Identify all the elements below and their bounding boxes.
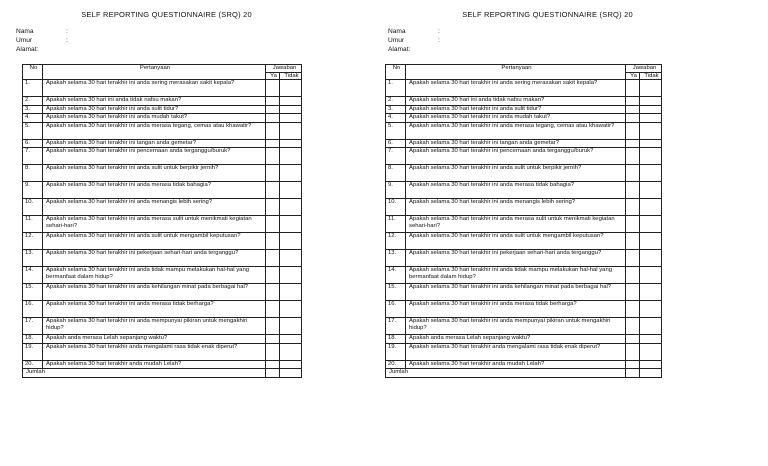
question-text: Apakah selama 30 hari terakhir ini anda sulit tidur? <box>406 105 626 114</box>
question-number: 20. <box>386 360 406 369</box>
answer-ya-cell[interactable] <box>266 335 280 344</box>
answer-tidak-cell[interactable] <box>640 284 662 301</box>
answer-tidak-cell[interactable] <box>280 216 302 233</box>
question-number: 14. <box>386 267 406 284</box>
header-no: No <box>23 65 43 80</box>
table-row <box>23 139 302 148</box>
question-number: 4. <box>23 114 43 123</box>
question-number: 9. <box>23 182 43 199</box>
question-text: Apakah selama 30 hari terakhir anda mudah Lelah? <box>43 360 266 369</box>
table-row <box>386 301 662 318</box>
field-label: Umur <box>16 37 33 45</box>
answer-tidak-cell[interactable] <box>640 165 662 182</box>
answer-tidak-cell[interactable] <box>640 301 662 318</box>
answer-tidak-cell[interactable] <box>640 139 662 148</box>
question-number: 2. <box>23 97 43 106</box>
answer-ya-cell[interactable] <box>266 148 280 165</box>
answer-tidak-cell[interactable] <box>280 284 302 301</box>
question-text: Apakah selama 30 hari terakhir ini anda mudah takut? <box>406 114 626 123</box>
answer-ya-cell[interactable] <box>266 139 280 148</box>
answer-ya-cell[interactable] <box>266 250 280 267</box>
answer-ya-cell[interactable] <box>626 105 640 114</box>
table-row <box>23 284 302 301</box>
answer-tidak-cell[interactable] <box>280 80 302 97</box>
question-number: 17. <box>386 318 406 335</box>
form-title: SELF REPORTING QUESTIONNAIRE (SRQ) 20 <box>462 10 633 19</box>
answer-ya-cell[interactable] <box>266 284 280 301</box>
question-text: Apakah selama 30 hari terakhir ini anda mempunyai pikiran untuk mengakhiri hidup? <box>406 318 626 335</box>
question-text: Apakah selama 30 hari terakhir ini anda merasa tegang, cemas atau khawatir? <box>406 122 626 139</box>
table-row <box>386 97 662 106</box>
table-row <box>386 199 662 216</box>
answer-tidak-cell[interactable] <box>640 199 662 216</box>
answer-ya-cell[interactable] <box>626 343 640 360</box>
table-row <box>386 165 662 182</box>
question-text: Apakah selama 30 hari ini anda tidak nafsu makan? <box>406 97 626 106</box>
answer-tidak-cell[interactable] <box>640 122 662 139</box>
answer-tidak-cell[interactable] <box>640 148 662 165</box>
answer-tidak-cell[interactable] <box>640 343 662 360</box>
question-number: 8. <box>23 165 43 182</box>
header-ya: Ya <box>626 72 640 80</box>
question-number: 4. <box>386 114 406 123</box>
table-row <box>386 343 662 360</box>
answer-tidak-cell[interactable] <box>640 233 662 250</box>
header-answer: Jawaban <box>626 65 662 73</box>
answer-ya-cell[interactable] <box>626 250 640 267</box>
field-label: Nama <box>388 28 406 35</box>
answer-ya-cell[interactable] <box>626 182 640 199</box>
answer-tidak-cell[interactable] <box>280 301 302 318</box>
table-row <box>23 199 302 216</box>
field-label: Nama <box>16 28 34 35</box>
answer-tidak-cell[interactable] <box>280 267 302 284</box>
table-row <box>23 97 302 106</box>
answer-tidak-cell[interactable] <box>640 250 662 267</box>
table-row <box>386 284 662 301</box>
answer-tidak-cell[interactable] <box>280 360 302 369</box>
respondent-info <box>388 27 440 55</box>
header-question: Pertanyaan <box>43 65 266 80</box>
answer-ya-cell[interactable] <box>626 114 640 123</box>
total-tidak-cell[interactable] <box>280 369 302 378</box>
question-text: Apakah selama 30 hari terakhir ini anda sering merasakan sakit kepala? <box>406 80 626 97</box>
header-question: Pertanyaan <box>406 65 626 80</box>
question-number: 13. <box>386 250 406 267</box>
question-number: 3. <box>23 105 43 114</box>
question-text: Apakah anda merasa Lelah sepanjang waktu? <box>43 335 266 344</box>
answer-tidak-cell[interactable] <box>640 80 662 97</box>
question-text: Apakah selama 30 hari terakhir anda mengalami rasa tidak enak diperut? <box>406 343 626 360</box>
header-ya: Ya <box>266 72 280 80</box>
answer-tidak-cell[interactable] <box>280 318 302 335</box>
total-label: Jumlah <box>386 369 626 378</box>
question-text: Apakah selama 30 hari terakhir ini anda merasa tidak bahagia? <box>406 182 626 199</box>
question-number: 15. <box>23 284 43 301</box>
answer-tidak-cell[interactable] <box>280 199 302 216</box>
total-label: Jumlah <box>23 369 266 378</box>
question-number: 10. <box>386 199 406 216</box>
field-alamat <box>388 45 440 54</box>
question-number: 18. <box>23 335 43 344</box>
table-row <box>386 360 662 369</box>
question-text: Apakah selama 30 hari terakhir ini anda menangis lebih sering? <box>43 199 266 216</box>
field-label: Alamat: <box>16 46 39 54</box>
answer-ya-cell[interactable] <box>626 360 640 369</box>
question-number: 8. <box>386 165 406 182</box>
table-row <box>23 80 302 97</box>
field-umur <box>388 36 440 45</box>
table-row <box>23 335 302 344</box>
answer-ya-cell[interactable] <box>626 216 640 233</box>
table-row <box>23 216 302 233</box>
question-text: Apakah selama 30 hari terakhir ini anda sulit tidur? <box>43 105 266 114</box>
answer-ya-cell[interactable] <box>266 97 280 106</box>
table-row <box>386 105 662 114</box>
header-answer: Jawaban <box>266 65 302 73</box>
question-text: Apakah selama 30 hari terakhir ini anda sering merasakan sakit kepala? <box>43 80 266 97</box>
answer-ya-cell[interactable] <box>266 122 280 139</box>
question-number: 6. <box>23 139 43 148</box>
answer-tidak-cell[interactable] <box>280 182 302 199</box>
table-row <box>386 233 662 250</box>
answer-tidak-cell[interactable] <box>640 335 662 344</box>
question-number: 7. <box>386 148 406 165</box>
answer-tidak-cell[interactable] <box>280 139 302 148</box>
answer-ya-cell[interactable] <box>266 105 280 114</box>
question-text: Apakah selama 30 hari terakhir ini tangan anda gemetar? <box>43 139 266 148</box>
table-row <box>386 216 662 233</box>
table-row <box>386 114 662 123</box>
question-text: Apakah selama 30 hari terakhir ini anda kehilangan minat pada berbagai hal? <box>406 284 626 301</box>
question-number: 3. <box>386 105 406 114</box>
answer-ya-cell[interactable] <box>266 318 280 335</box>
question-number: 5. <box>386 122 406 139</box>
answer-ya-cell[interactable] <box>626 335 640 344</box>
question-text: Apakah selama 30 hari terakhir ini anda sulit untuk berpikir jernih? <box>43 165 266 182</box>
table-row <box>386 267 662 284</box>
table-row <box>386 318 662 335</box>
respondent-info <box>16 27 68 55</box>
answer-tidak-cell[interactable] <box>280 122 302 139</box>
answer-tidak-cell[interactable] <box>280 335 302 344</box>
field-alamat <box>16 45 68 54</box>
question-text: Apakah selama 30 hari terakhir ini anda mempunyai pikiran untuk mengakhiri hidup? <box>43 318 266 335</box>
table-row <box>386 148 662 165</box>
question-text: Apakah selama 30 hari terakhir ini pencernaan anda terganggu/buruk? <box>43 148 266 165</box>
answer-ya-cell[interactable] <box>626 139 640 148</box>
answer-tidak-cell[interactable] <box>280 114 302 123</box>
question-text: Apakah anda merasa Lelah sepanjang waktu? <box>406 335 626 344</box>
question-number: 5. <box>23 122 43 139</box>
table-row <box>386 250 662 267</box>
question-number: 15. <box>386 284 406 301</box>
answer-ya-cell[interactable] <box>266 114 280 123</box>
question-number: 16. <box>23 301 43 318</box>
field-umur <box>16 36 68 45</box>
answer-ya-cell[interactable] <box>266 360 280 369</box>
question-text: Apakah selama 30 hari ini anda tidak nafsu makan? <box>43 97 266 106</box>
answer-ya-cell[interactable] <box>626 122 640 139</box>
table-row <box>23 114 302 123</box>
answer-tidak-cell[interactable] <box>280 343 302 360</box>
question-number: 11. <box>386 216 406 233</box>
question-number: 20. <box>23 360 43 369</box>
question-text: Apakah selama 30 hari terakhir ini anda sulit untuk mengambil keputusan? <box>406 233 626 250</box>
table-row <box>23 105 302 114</box>
answer-ya-cell[interactable] <box>266 301 280 318</box>
answer-tidak-cell[interactable] <box>280 105 302 114</box>
field-separator: : <box>438 28 440 35</box>
question-text: Apakah selama 30 hari terakhir ini pekerjaan sehari-hari anda terganggu? <box>43 250 266 267</box>
question-text: Apakah selama 30 hari terakhir ini anda merasa tidak berharga? <box>43 301 266 318</box>
field-nama <box>388 27 440 36</box>
question-text: Apakah selama 30 hari terakhir ini anda menangis lebih sering? <box>406 199 626 216</box>
question-number: 14. <box>23 267 43 284</box>
table-row <box>386 335 662 344</box>
question-text: Apakah selama 30 hari terakhir ini anda merasa sulit untuk menikmati kegiatan sehari-hari? <box>43 216 266 233</box>
questionnaire-table <box>385 64 662 378</box>
question-text: Apakah selama 30 hari terakhir ini pencernaan anda terganggu/buruk? <box>406 148 626 165</box>
question-number: 18. <box>386 335 406 344</box>
answer-tidak-cell[interactable] <box>640 97 662 106</box>
question-text: Apakah selama 30 hari terakhir ini anda tidak mampu melakukan hal-hal yang bermanfaat dalam hidup? <box>43 267 266 284</box>
header-tidak: Tidak <box>640 72 662 80</box>
table-row <box>23 301 302 318</box>
question-number: 2. <box>386 97 406 106</box>
form-title: SELF REPORTING QUESTIONNAIRE (SRQ) 20 <box>81 10 252 19</box>
table-row <box>386 139 662 148</box>
answer-ya-cell[interactable] <box>626 165 640 182</box>
question-text: Apakah selama 30 hari terakhir ini anda merasa tidak berharga? <box>406 301 626 318</box>
question-number: 1. <box>23 80 43 97</box>
question-text: Apakah selama 30 hari terakhir ini anda merasa sulit untuk menikmati kegiatan sehari-hari? <box>406 216 626 233</box>
question-text: Apakah selama 30 hari terakhir anda mudah Lelah? <box>406 360 626 369</box>
answer-tidak-cell[interactable] <box>640 360 662 369</box>
table-row <box>386 182 662 199</box>
question-number: 12. <box>386 233 406 250</box>
question-text: Apakah selama 30 hari terakhir ini anda sulit untuk mengambil keputusan? <box>43 233 266 250</box>
question-number: 9. <box>386 182 406 199</box>
question-number: 13. <box>23 250 43 267</box>
answer-ya-cell[interactable] <box>626 80 640 97</box>
table-row <box>386 122 662 139</box>
table-row <box>23 267 302 284</box>
table-row <box>23 122 302 139</box>
answer-tidak-cell[interactable] <box>640 318 662 335</box>
answer-tidak-cell[interactable] <box>280 97 302 106</box>
header-no: No <box>386 65 406 80</box>
field-label: Alamat: <box>388 46 411 54</box>
table-row <box>23 182 302 199</box>
total-tidak-cell[interactable] <box>640 369 662 378</box>
table-row <box>23 233 302 250</box>
table-row <box>23 165 302 182</box>
total-ya-cell[interactable] <box>626 369 640 378</box>
answer-tidak-cell[interactable] <box>640 114 662 123</box>
question-text: Apakah selama 30 hari terakhir ini anda mudah takut? <box>43 114 266 123</box>
question-text: Apakah selama 30 hari terakhir anda mengalami rasa tidak enak diperut? <box>43 343 266 360</box>
field-nama <box>16 27 68 36</box>
table-row <box>23 318 302 335</box>
answer-tidak-cell[interactable] <box>640 182 662 199</box>
answer-ya-cell[interactable] <box>626 148 640 165</box>
table-row <box>23 343 302 360</box>
question-number: 1. <box>386 80 406 97</box>
answer-ya-cell[interactable] <box>266 233 280 250</box>
field-separator: : <box>66 28 68 35</box>
question-text: Apakah selama 30 hari terakhir ini anda merasa tegang, cemas atau khawatir? <box>43 122 266 139</box>
answer-ya-cell[interactable] <box>266 182 280 199</box>
answer-ya-cell[interactable] <box>626 318 640 335</box>
table-row <box>386 80 662 97</box>
answer-tidak-cell[interactable] <box>640 267 662 284</box>
field-separator: : <box>66 37 68 45</box>
question-number: 17. <box>23 318 43 335</box>
question-number: 6. <box>386 139 406 148</box>
field-label: Umur <box>388 37 405 45</box>
answer-tidak-cell[interactable] <box>280 148 302 165</box>
answer-ya-cell[interactable] <box>266 343 280 360</box>
question-text: Apakah selama 30 hari terakhir ini anda kehilangan minat pada berbagai hal? <box>43 284 266 301</box>
table-row <box>23 360 302 369</box>
question-number: 16. <box>386 301 406 318</box>
answer-ya-cell[interactable] <box>266 165 280 182</box>
answer-ya-cell[interactable] <box>626 301 640 318</box>
answer-ya-cell[interactable] <box>266 80 280 97</box>
total-ya-cell[interactable] <box>266 369 280 378</box>
table-row <box>23 250 302 267</box>
header-tidak: Tidak <box>280 72 302 80</box>
answer-ya-cell[interactable] <box>266 199 280 216</box>
question-text: Apakah selama 30 hari terakhir ini tangan anda gemetar? <box>406 139 626 148</box>
question-number: 19. <box>23 343 43 360</box>
answer-tidak-cell[interactable] <box>640 105 662 114</box>
answer-ya-cell[interactable] <box>266 216 280 233</box>
answer-tidak-cell[interactable] <box>280 250 302 267</box>
answer-ya-cell[interactable] <box>266 267 280 284</box>
answer-ya-cell[interactable] <box>626 97 640 106</box>
answer-tidak-cell[interactable] <box>280 165 302 182</box>
question-number: 10. <box>23 199 43 216</box>
question-text: Apakah selama 30 hari terakhir ini anda merasa tidak bahagia? <box>43 182 266 199</box>
field-separator: : <box>438 37 440 45</box>
answer-tidak-cell[interactable] <box>280 233 302 250</box>
question-number: 19. <box>386 343 406 360</box>
answer-ya-cell[interactable] <box>626 233 640 250</box>
answer-tidak-cell[interactable] <box>640 216 662 233</box>
question-text: Apakah selama 30 hari terakhir ini pekerjaan sehari-hari anda terganggu? <box>406 250 626 267</box>
answer-ya-cell[interactable] <box>626 199 640 216</box>
table-row <box>23 148 302 165</box>
answer-ya-cell[interactable] <box>626 284 640 301</box>
questionnaire-table <box>22 64 302 378</box>
answer-ya-cell[interactable] <box>626 267 640 284</box>
question-number: 12. <box>23 233 43 250</box>
question-text: Apakah selama 30 hari terakhir ini anda tidak mampu melakukan hal-hal yang bermanfaat dalam hidup? <box>406 267 626 284</box>
question-number: 7. <box>23 148 43 165</box>
question-text: Apakah selama 30 hari terakhir ini anda sulit untuk berpikir jernih? <box>406 165 626 182</box>
question-number: 11. <box>23 216 43 233</box>
